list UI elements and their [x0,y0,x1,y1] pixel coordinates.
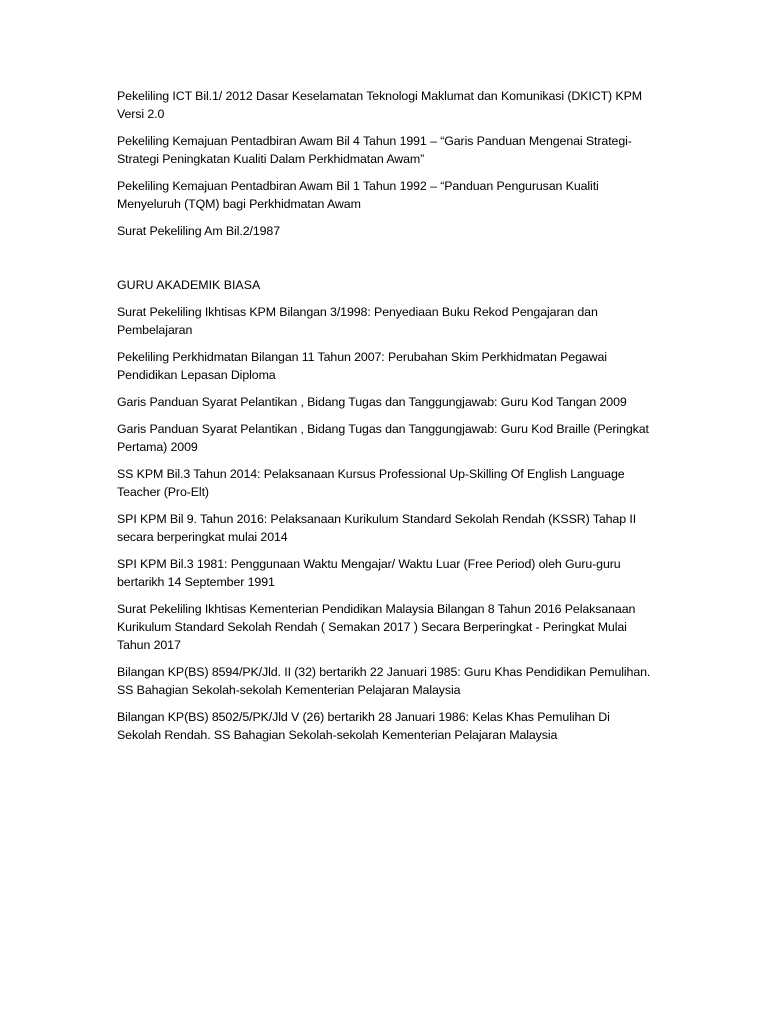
circular-entry: Pekeliling Kemajuan Pentadbiran Awam Bil 4 Tahun 1991 – “Garis Panduan Mengenai Strategi-Strategi Peningkatan Kualiti Dalam Perkhidmatan Awam” [117,134,632,166]
circular-entry: Bilangan KP(BS) 8502/5/PK/Jld V (26) bertarikh 28 Januari 1986: Kelas Khas Pemulihan Di Sekolah Rendah. SS Bahagian Sekolah-sekolah Kementerian Pelajaran Malaysia [117,710,610,742]
circular-entry: Pekeliling Perkhidmatan Bilangan 11 Tahun 2007: Perubahan Skim Perkhidmatan Pegawai Pendidikan Lepasan Diploma [117,350,607,382]
circular-entry: SPI KPM Bil.3 1981: Penggunaan Waktu Mengajar/ Waktu Luar (Free Period) oleh Guru-guru bertarikh 14 September 1991 [117,557,621,589]
circular-list-general [117,87,657,240]
circular-entry: Surat Pekeliling Ikhtisas KPM Bilangan 3/1998: Penyediaan Buku Rekod Pengajaran dan Pembelajaran [117,305,598,337]
circular-list-academic-teacher [117,303,657,744]
circular-entry: Garis Panduan Syarat Pelantikan , Bidang Tugas dan Tanggungjawab: Guru Kod Braille (Peringkat Pertama) 2009 [117,422,649,454]
circular-entry: Pekeliling Kemajuan Pentadbiran Awam Bil 1 Tahun 1992 – “Panduan Pengurusan Kualiti Menyeluruh (TQM) bagi Perkhidmatan Awam [117,179,599,211]
circular-entry: SPI KPM Bil 9. Tahun 2016: Pelaksanaan Kurikulum Standard Sekolah Rendah (KSSR) Tahap II secara berperingkat mulai 2014 [117,512,637,544]
circular-entry: SS KPM Bil.3 Tahun 2014: Pelaksanaan Kursus Professional Up-Skilling Of English Language Teacher (Pro-Elt) [117,467,625,499]
circular-entry: Surat Pekeliling Ikhtisas Kementerian Pendidikan Malaysia Bilangan 8 Tahun 2016 Pelaksanaan Kurikulum Standard Sekolah Rendah ( Semakan 2017 ) Secara Berperingkat - Peringkat Mulai Tahun 2017 [117,602,636,652]
circular-entry: Pekeliling ICT Bil.1/ 2012 Dasar Keselamatan Teknologi Maklumat dan Komunikasi (DKICT) KPM Versi 2.0 [117,89,642,121]
document-content [117,87,657,753]
circular-entry: Garis Panduan Syarat Pelantikan , Bidang Tugas dan Tanggungjawab: Guru Kod Tangan 2009 [117,395,627,409]
circular-entry: Surat Pekeliling Am Bil.2/1987 [117,224,280,238]
circular-entry: Bilangan KP(BS) 8594/PK/Jld. II (32) bertarikh 22 Januari 1985: Guru Khas Pendidikan Pemulihan. SS Bahagian Sekolah-sekolah Kementerian Pelajaran Malaysia [117,665,651,697]
section-heading: GURU AKADEMIK BIASA [117,278,261,292]
